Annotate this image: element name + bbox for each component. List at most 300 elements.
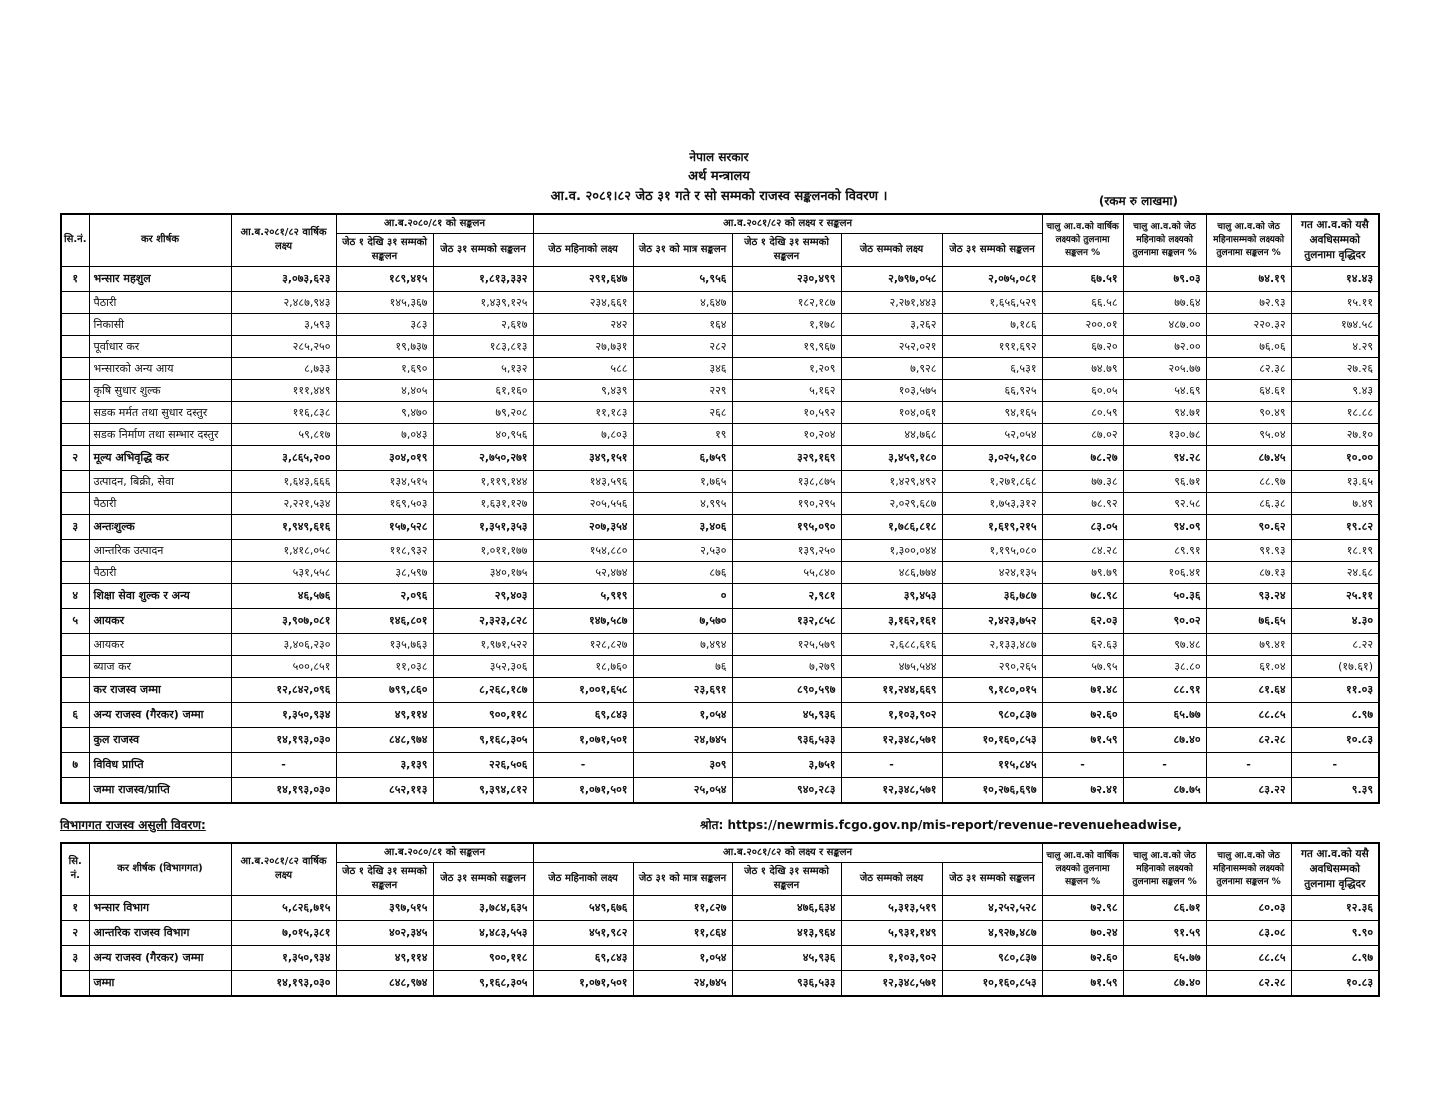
table-row — [61, 266, 1379, 291]
col-sub-1: जेठ १ देखि ३१ सम्मको सङ्कलन — [336, 862, 433, 895]
value-cell: २,४२३,७५२ — [942, 608, 1042, 633]
table-row — [61, 401, 1379, 423]
value-cell: ४७५,५४४ — [841, 655, 942, 677]
value-cell: ६५.७७ — [1123, 945, 1206, 970]
table-row — [61, 752, 1379, 777]
tax-heading-cell: आयकर — [89, 633, 231, 655]
table-row — [61, 539, 1379, 561]
value-cell: ८०.०३ — [1206, 895, 1291, 920]
value-cell: १,७५३,३१२ — [942, 492, 1042, 514]
value-cell: १,२०९ — [732, 357, 841, 379]
value-cell: १९,९६७ — [732, 335, 841, 357]
value-cell: ७,९२८ — [841, 357, 942, 379]
value-cell: ८९०,५९७ — [732, 677, 841, 702]
value-cell: २०५,५५६ — [533, 492, 633, 514]
value-cell: ३२९,१६९ — [732, 445, 841, 470]
table-row — [61, 470, 1379, 492]
value-cell: ८६.३८ — [1206, 492, 1291, 514]
value-cell: ४,६४७ — [633, 291, 732, 313]
value-cell: ३,१३९ — [336, 752, 433, 777]
col-sub-7: जेठ ३१ सम्मको सङ्कलन — [942, 862, 1042, 895]
sn-cell: ४ — [61, 583, 89, 608]
table-row — [61, 945, 1379, 970]
value-cell: ८४.२८ — [1042, 539, 1123, 561]
value-cell: ७९९,८६० — [336, 677, 433, 702]
value-cell: ७४.१९ — [1206, 266, 1291, 291]
value-cell: ७९.४१ — [1206, 633, 1291, 655]
value-cell: ९२.५८ — [1123, 492, 1206, 514]
value-cell: ४.३० — [1291, 608, 1379, 633]
value-cell: ७२.४१ — [1042, 777, 1123, 803]
table-row — [61, 727, 1379, 752]
value-cell: ५२,४७४ — [533, 561, 633, 583]
value-cell: ४९,११४ — [336, 702, 433, 727]
tax-heading-cell: सडक निर्माण तथा सम्भार दस्तुर — [89, 423, 231, 445]
value-cell: ३,७५१ — [732, 752, 841, 777]
sn-cell: २ — [61, 445, 89, 470]
value-cell: ५२,०५४ — [942, 423, 1042, 445]
col-sub-4: जेठ ३१ को मात्र सङ्कलन — [633, 233, 732, 266]
sn-cell: ५ — [61, 608, 89, 633]
value-cell: १४३,५९६ — [533, 470, 633, 492]
value-cell: ११८,९३२ — [336, 539, 433, 561]
value-cell: १४,१९३,०३० — [231, 970, 336, 996]
value-cell: - — [841, 752, 942, 777]
value-cell: ९१.५९ — [1123, 920, 1206, 945]
value-cell: २५,०५४ — [633, 777, 732, 803]
value-cell: १,३००,०४४ — [841, 539, 942, 561]
value-cell: ९४,१६५ — [942, 401, 1042, 423]
value-cell: ५४.६९ — [1123, 379, 1206, 401]
value-cell: १,२७१,८६८ — [942, 470, 1042, 492]
value-cell: ३,७८४,६३५ — [433, 895, 533, 920]
value-cell: १२५,५७९ — [732, 633, 841, 655]
value-cell: ४५१,९८२ — [533, 920, 633, 945]
value-cell: १,९४९,६१६ — [231, 514, 336, 539]
value-cell: ९४०,२८३ — [732, 777, 841, 803]
value-cell: ७२.६० — [1042, 702, 1123, 727]
value-cell: २,६८८,६१६ — [841, 633, 942, 655]
table-row — [61, 970, 1379, 996]
value-cell: ९०.६२ — [1206, 514, 1291, 539]
value-cell: ८.२२ — [1291, 633, 1379, 655]
table-row — [61, 633, 1379, 655]
value-cell: १,०५४ — [633, 702, 732, 727]
value-cell: १,०५४ — [633, 945, 732, 970]
value-cell: १४५,३६७ — [336, 291, 433, 313]
value-cell: ७२.९३ — [1206, 291, 1291, 313]
value-cell: ३५२,३०६ — [433, 655, 533, 677]
value-cell: २२०.३२ — [1206, 313, 1291, 335]
value-cell: ९१.९३ — [1206, 539, 1291, 561]
value-cell: २,७५०,२७१ — [433, 445, 533, 470]
value-cell: ९४.७१ — [1123, 401, 1206, 423]
table-row — [61, 561, 1379, 583]
tax-heading-cell: पूर्वाधार कर — [89, 335, 231, 357]
value-cell: २४.६८ — [1291, 561, 1379, 583]
value-cell: १,४२९,४९२ — [841, 470, 942, 492]
value-cell: ७७.३८ — [1042, 470, 1123, 492]
value-cell: २,०९६ — [336, 583, 433, 608]
value-cell: ५,९१९ — [533, 583, 633, 608]
value-cell: - — [1042, 752, 1123, 777]
value-cell: १०६.४१ — [1123, 561, 1206, 583]
col-sub-1: जेठ १ देखि ३१ सम्मको सङ्कलन — [336, 233, 433, 266]
value-cell: ७८.९८ — [1042, 583, 1123, 608]
value-cell: १,०११,१७७ — [433, 539, 533, 561]
value-cell: ८०.५९ — [1042, 401, 1123, 423]
value-cell: १०.०० — [1291, 445, 1379, 470]
col-sub-7: जेठ ३१ सम्मको सङ्कलन — [942, 233, 1042, 266]
value-cell: १६४ — [633, 313, 732, 335]
value-cell: १,३५०,९३४ — [231, 702, 336, 727]
table-row — [61, 655, 1379, 677]
tax-heading-cell: कृषि सुधार शुल्क — [89, 379, 231, 401]
value-cell: २७,७३१ — [533, 335, 633, 357]
report-title: आ.व. २०८१।८२ जेठ ३१ गते र सो सम्मको राजस्व सङ्कलनको विवरण । — [550, 188, 888, 204]
value-cell: १३.६५ — [1291, 470, 1379, 492]
value-cell: ९३६,५३३ — [732, 970, 841, 996]
value-cell: ९,४३९ — [533, 379, 633, 401]
value-cell: २,६१७ — [433, 313, 533, 335]
value-cell: ११५,८४५ — [942, 752, 1042, 777]
value-cell: ७०.२४ — [1042, 920, 1123, 945]
value-cell: ९८०,८३७ — [942, 945, 1042, 970]
value-cell: ८७.४० — [1123, 970, 1206, 996]
value-cell: २,५३० — [633, 539, 732, 561]
value-cell: ८२.३८ — [1206, 357, 1291, 379]
value-cell: ९६.७१ — [1123, 470, 1206, 492]
value-cell: ४१३,९६४ — [732, 920, 841, 945]
unit-note: (रकम रु लाखमा) — [1098, 194, 1178, 208]
value-cell: ७२.६० — [1042, 945, 1123, 970]
value-cell: ८४८,९७४ — [336, 970, 433, 996]
value-cell: ७९,२०८ — [433, 401, 533, 423]
sn-cell — [61, 970, 89, 996]
value-cell: ६,७५९ — [633, 445, 732, 470]
value-cell: १,६४३,६६६ — [231, 470, 336, 492]
tax-heading-cell: जम्मा — [89, 970, 231, 996]
value-cell: २,०२९,६८७ — [841, 492, 942, 514]
value-cell: १,३५१,३५३ — [433, 514, 533, 539]
value-cell: ४७६,६३४ — [732, 895, 841, 920]
value-cell: ७७.६४ — [1123, 291, 1206, 313]
value-cell: ९५.०४ — [1206, 423, 1291, 445]
col-sub-2: जेठ ३१ सम्मको सङ्कलन — [433, 862, 533, 895]
value-cell: ८७.४५ — [1206, 445, 1291, 470]
col-annual-target: आ.ब.२०८१/८२ वार्षिक लक्ष्य — [231, 214, 336, 267]
value-cell: १,१९५,०८० — [942, 539, 1042, 561]
col-tax-heading: कर शीर्षक (विभागगत) — [89, 843, 231, 896]
value-cell: ९,३९४,८१२ — [433, 777, 533, 803]
value-cell: ५,१३२ — [433, 357, 533, 379]
value-cell: १,११९,१४४ — [433, 470, 533, 492]
value-cell: १४७,५८७ — [533, 608, 633, 633]
value-cell: ११,८६४ — [633, 920, 732, 945]
value-cell: ३४९,१५१ — [533, 445, 633, 470]
tax-heading-cell: पैठारी — [89, 561, 231, 583]
sn-cell — [61, 727, 89, 752]
table-row — [61, 492, 1379, 514]
value-cell: २९,४०३ — [433, 583, 533, 608]
value-cell: १९०,२९५ — [732, 492, 841, 514]
value-cell: ७,८०३ — [533, 423, 633, 445]
value-cell: १४६,८०१ — [336, 608, 433, 633]
value-cell: १०३,५७५ — [841, 379, 942, 401]
value-cell: ५५,८४० — [732, 561, 841, 583]
value-cell: १६९,५०३ — [336, 492, 433, 514]
value-cell: ११६,८३८ — [231, 401, 336, 423]
value-cell: ८३.०८ — [1206, 920, 1291, 945]
value-cell: ३,१६२,१६१ — [841, 608, 942, 633]
tax-heading-cell: कर राजस्व जम्मा — [89, 677, 231, 702]
value-cell: १२८,८२७ — [533, 633, 633, 655]
value-cell: ११,१८३ — [533, 401, 633, 423]
value-cell: १,८१३,३३२ — [433, 266, 533, 291]
value-cell: ८७.७५ — [1123, 777, 1206, 803]
col-sub-5: जेठ १ देखि ३१ सम्मको सङ्कलन — [732, 862, 841, 895]
value-cell: १४.४३ — [1291, 266, 1379, 291]
value-cell: १८,७६० — [533, 655, 633, 677]
tax-heading-cell: अन्य राजस्व (गैरकर) जम्मा — [89, 945, 231, 970]
value-cell: ९.३९ — [1291, 777, 1379, 803]
value-cell: ३६,७८७ — [942, 583, 1042, 608]
value-cell: ७१.५९ — [1042, 727, 1123, 752]
col-sub-4: जेठ ३१ को मात्र सङ्कलन — [633, 862, 732, 895]
value-cell: ७९.०३ — [1123, 266, 1206, 291]
tax-heading-cell: विविध प्राप्ति — [89, 752, 231, 777]
value-cell: ४०,९५६ — [433, 423, 533, 445]
value-cell: ९३६,५३३ — [732, 727, 841, 752]
value-cell: ८८.८५ — [1206, 702, 1291, 727]
value-cell: ३४६ — [633, 357, 732, 379]
value-cell: १८२,१८७ — [732, 291, 841, 313]
value-cell: ७८.९२ — [1042, 492, 1123, 514]
tax-heading-cell: पैठारी — [89, 492, 231, 514]
col-pct-1: चालु आ.व.को वार्षिक लक्ष्यको तुलनामा सङ्कलन % — [1042, 214, 1123, 267]
value-cell: ९,१८०,०१५ — [942, 677, 1042, 702]
sn-cell: ७ — [61, 752, 89, 777]
value-cell: ६,५३१ — [942, 357, 1042, 379]
value-cell: ३०४,०१९ — [336, 445, 433, 470]
value-cell: ३,०७३,६२३ — [231, 266, 336, 291]
value-cell: - — [533, 752, 633, 777]
sn-cell — [61, 655, 89, 677]
value-cell: ४८७.०० — [1123, 313, 1206, 335]
tax-heading-cell: पैठारी — [89, 291, 231, 313]
value-cell: ६७.२० — [1042, 335, 1123, 357]
tax-heading-cell: शिक्षा सेवा शुल्क र अन्य — [89, 583, 231, 608]
tax-heading-cell: कुल राजस्व — [89, 727, 231, 752]
value-cell: २८५,२५० — [231, 335, 336, 357]
value-cell: ३०९ — [633, 752, 732, 777]
value-cell: ४,९२७,४८७ — [942, 920, 1042, 945]
value-cell: २,७९७,०५८ — [841, 266, 942, 291]
value-cell: ५,१६२ — [732, 379, 841, 401]
value-cell: १९५,०९० — [732, 514, 841, 539]
value-cell: ७९.७९ — [1042, 561, 1123, 583]
value-cell: १,३५०,९३४ — [231, 945, 336, 970]
value-cell: १,१०३,९०२ — [841, 945, 942, 970]
tax-heading-cell: मूल्य अभिवृद्धि कर — [89, 445, 231, 470]
value-cell: १०,२७६,६९७ — [942, 777, 1042, 803]
table-row — [61, 920, 1379, 945]
value-cell: ८,२६८,१८७ — [433, 677, 533, 702]
value-cell: ४,४०५ — [336, 379, 433, 401]
value-cell: ५९,८१७ — [231, 423, 336, 445]
header-row-1 — [61, 843, 1379, 863]
tax-heading-cell: अन्य राजस्व (गैरकर) जम्मा — [89, 702, 231, 727]
value-cell: ५७.९५ — [1042, 655, 1123, 677]
value-cell: - — [1206, 752, 1291, 777]
value-cell: १,१०३,९०२ — [841, 702, 942, 727]
source-line — [700, 816, 1182, 833]
value-cell: ९,१६८,३०५ — [433, 727, 533, 752]
value-cell: ३,२६२ — [841, 313, 942, 335]
value-cell: १२,८४२,०९६ — [231, 677, 336, 702]
sn-cell — [61, 335, 89, 357]
value-cell: ५४९,६७६ — [533, 895, 633, 920]
value-cell: ८७.४० — [1123, 727, 1206, 752]
value-cell: २,०७५,०८१ — [942, 266, 1042, 291]
sn-cell — [61, 379, 89, 401]
value-cell: ९०.०२ — [1123, 608, 1206, 633]
tax-heading-cell: आयकर — [89, 608, 231, 633]
value-cell: ८३.०५ — [1042, 514, 1123, 539]
value-cell: ८२.२८ — [1206, 727, 1291, 752]
col-pct-3: चालु आ.व.को जेठ महिनासम्मको लक्ष्यको तुलनामा सङ्कलन % — [1206, 214, 1291, 267]
group-curr-fy-target-collection: आ.ब.२०८१/८२ को लक्ष्य र सङ्कलन — [533, 843, 1042, 863]
value-cell: (१७.६१) — [1291, 655, 1379, 677]
table-row — [61, 583, 1379, 608]
value-cell: ७२.९८ — [1042, 895, 1123, 920]
value-cell: २३०,४९९ — [732, 266, 841, 291]
sn-cell: १ — [61, 266, 89, 291]
value-cell: ८.९७ — [1291, 945, 1379, 970]
value-cell: १८.१९ — [1291, 539, 1379, 561]
value-cell: १०४,०६१ — [841, 401, 942, 423]
value-cell: ६७.५१ — [1042, 266, 1123, 291]
value-cell: ६९,८४३ — [533, 702, 633, 727]
value-cell: ९००,११८ — [433, 702, 533, 727]
value-cell: २४२ — [533, 313, 633, 335]
table-row — [61, 702, 1379, 727]
value-cell: २९१,६४७ — [533, 266, 633, 291]
value-cell: ७,०१५,३८१ — [231, 920, 336, 945]
department-revenue-table — [60, 842, 1380, 997]
table-row — [61, 608, 1379, 633]
value-cell: १९ — [633, 423, 732, 445]
value-cell: १३२,८५८ — [732, 608, 841, 633]
value-cell: १०.८३ — [1291, 970, 1379, 996]
value-cell: २,३२३,८२८ — [433, 608, 533, 633]
value-cell: १,६९० — [336, 357, 433, 379]
value-cell: ८८.९१ — [1123, 677, 1206, 702]
value-cell: ५०.३६ — [1123, 583, 1206, 608]
value-cell: ७,०४३ — [336, 423, 433, 445]
value-cell: ४,२५२,५२८ — [942, 895, 1042, 920]
value-cell: ८८.९७ — [1206, 470, 1291, 492]
col-tax-heading: कर शीर्षक — [89, 214, 231, 267]
value-cell: १,४१८,०५८ — [231, 539, 336, 561]
sn-cell — [61, 357, 89, 379]
value-cell: ८७.०२ — [1042, 423, 1123, 445]
value-cell: ८७.१३ — [1206, 561, 1291, 583]
value-cell: १३०.७८ — [1123, 423, 1206, 445]
table-row — [61, 514, 1379, 539]
tax-heading-cell: आन्तरिक उत्पादन — [89, 539, 231, 561]
value-cell: १०,१६०,८५३ — [942, 727, 1042, 752]
tax-heading-cell: आन्तरिक राजस्व विभाग — [89, 920, 231, 945]
table-row — [61, 445, 1379, 470]
value-cell: १३५,७६३ — [336, 633, 433, 655]
value-cell: २३,६९१ — [633, 677, 732, 702]
value-cell: १०,२०४ — [732, 423, 841, 445]
table-header — [61, 214, 1379, 267]
group-prev-fy-collection: आ.ब.२०८०/८१ को सङ्कलन — [336, 843, 533, 863]
tax-heading-cell: सडक मर्मत तथा सुधार दस्तुर — [89, 401, 231, 423]
value-cell: ८५२,११३ — [336, 777, 433, 803]
value-cell: ३९७,५१५ — [336, 895, 433, 920]
value-cell: ३८.८० — [1123, 655, 1206, 677]
value-cell: ५८८ — [533, 357, 633, 379]
tax-heading-cell: भन्सार महशुल — [89, 266, 231, 291]
value-cell: ९४.२८ — [1123, 445, 1206, 470]
value-cell: २,२७१,४४३ — [841, 291, 942, 313]
value-cell: १,०७१,५०१ — [533, 727, 633, 752]
table-row — [61, 423, 1379, 445]
value-cell: ३,४५९,१८० — [841, 445, 942, 470]
value-cell: १८३,८१३ — [433, 335, 533, 357]
value-cell: ११,०३८ — [336, 655, 433, 677]
value-cell: ४०२,३४५ — [336, 920, 433, 945]
value-cell: १,९७१,५२२ — [433, 633, 533, 655]
value-cell: १,६१९,२१५ — [942, 514, 1042, 539]
sn-cell — [61, 423, 89, 445]
value-cell: ८,७३३ — [231, 357, 336, 379]
value-cell: ९०.४९ — [1206, 401, 1291, 423]
value-cell: ७४.७९ — [1042, 357, 1123, 379]
value-cell: ८.९७ — [1291, 702, 1379, 727]
value-cell: ५३१,५५८ — [231, 561, 336, 583]
value-cell: ० — [633, 583, 732, 608]
table-row — [61, 895, 1379, 920]
col-sub-3: जेठ महिनाको लक्ष्य — [533, 862, 633, 895]
sn-cell — [61, 633, 89, 655]
value-cell: ७६.६५ — [1206, 608, 1291, 633]
value-cell: १,६५६,५२९ — [942, 291, 1042, 313]
value-cell: ६४.६१ — [1206, 379, 1291, 401]
value-cell: ३४०,१७५ — [433, 561, 533, 583]
value-cell: ४२४,१३५ — [942, 561, 1042, 583]
value-cell: ९.४३ — [1291, 379, 1379, 401]
value-cell: ६६.५८ — [1042, 291, 1123, 313]
value-cell: ७,१८६ — [942, 313, 1042, 335]
value-cell: २००.०१ — [1042, 313, 1123, 335]
value-cell: १५.११ — [1291, 291, 1379, 313]
value-cell: १,१७८ — [732, 313, 841, 335]
value-cell: ३९,४५३ — [841, 583, 942, 608]
government-title: नेपाल सरकार — [689, 150, 749, 164]
value-cell: २९०,२६५ — [942, 655, 1042, 677]
value-cell: ५,९५६ — [633, 266, 732, 291]
value-cell: २०५.७७ — [1123, 357, 1206, 379]
tax-heading-cell: भन्सार विभाग — [89, 895, 231, 920]
sn-cell — [61, 291, 89, 313]
value-cell: १३८,८७५ — [732, 470, 841, 492]
value-cell: १९१,६९२ — [942, 335, 1042, 357]
sn-cell — [61, 539, 89, 561]
